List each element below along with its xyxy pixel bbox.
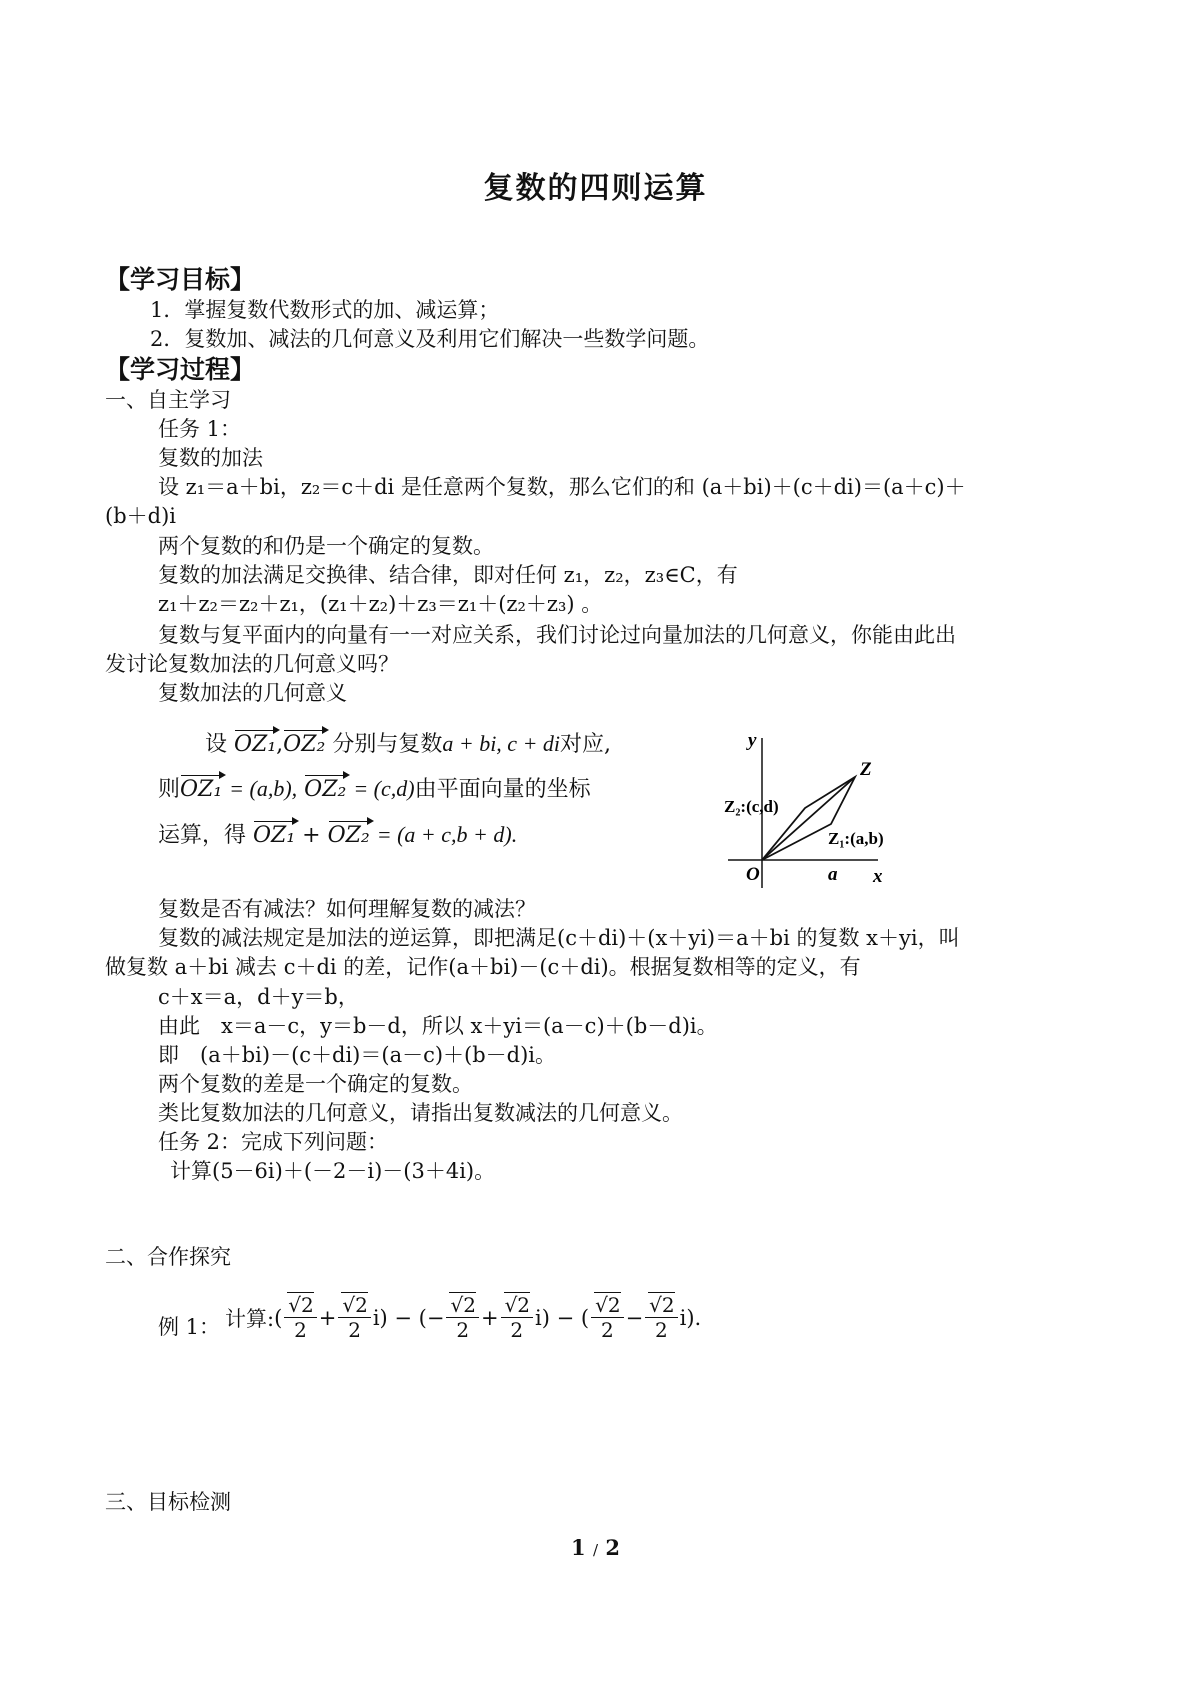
fraction (446, 1293, 478, 1342)
vector-oz1-b: OZ₁ (180, 777, 223, 802)
complex-pair: a + bi, c + di (442, 731, 561, 756)
eq-sum: = (a + c,b + d). (376, 822, 518, 847)
text-respectively: 分别与复数 (332, 732, 443, 757)
geometric-line-2 (158, 772, 591, 803)
text-yunsuan: 运算，得 (158, 823, 247, 848)
subtraction-hence: 由此 x＝a－c，y＝b－d，所以 x＋yi＝(a－c)＋(b－d)i。 (158, 1014, 718, 1038)
task-2-label: 任务 2：完成下列问题： (158, 1130, 389, 1154)
eq-oz1: = (a,b), (229, 776, 298, 801)
text-ze: 则 (158, 777, 181, 802)
fraction (591, 1293, 623, 1342)
laws-statement: 复数的加法满足交换律、结合律，即对任何 z₁，z₂，z₃∈C，有 (158, 563, 738, 587)
vector-oz1: OZ₁ (234, 732, 277, 757)
page-total: 2 (605, 1535, 620, 1560)
y-label: y (748, 730, 757, 751)
analogy-prompt: 类比复数加法的几何意义，请指出复数减法的几何意义。 (158, 1101, 683, 1125)
part-2-heading: 二、合作探究 (105, 1245, 231, 1269)
vector-paragraph-line1: 复数与复平面内的向量有一一对应关系，我们讨论过向量加法的几何意义，你能由此出 (158, 623, 956, 647)
example-1-expression: 计算: ( $\frac{√2}{2}$ + $\frac{√2}{2}$ i) − (− $\frac{√2}{2}$ + $\frac{√2}{2}$ i) − ( $\frac{√2}{2}$ − $\frac{√2}{2}$ i). (225, 1293, 702, 1342)
a-label: a (828, 864, 838, 885)
denominator: 2 (510, 1318, 524, 1342)
denominator: 2 (348, 1318, 361, 1342)
fraction (645, 1293, 677, 1342)
fraction (501, 1293, 533, 1342)
sum-statement: 两个复数的和仍是一个确定的复数。 (158, 534, 494, 558)
page-separator: / (592, 1541, 599, 1559)
vector-paragraph-line2: 发讨论复数加法的几何意义吗？ (105, 652, 399, 676)
text-correspond: 对应, (560, 732, 612, 757)
calc-prefix: 计算: (225, 1306, 275, 1331)
example-1-label: 例 1： (158, 1315, 221, 1339)
vector-oz2-b: OZ₂ (304, 777, 347, 802)
page-current: 1 (571, 1535, 586, 1560)
geometric-meaning-title: 复数加法的几何意义 (158, 681, 347, 705)
text-coordinate: 由平面向量的坐标 (414, 777, 591, 802)
task-2-calculation: 计算(5－6i)＋(－2－i)－(3＋4i)。 (170, 1159, 496, 1183)
geometric-line-1: 设 OZ₁,OZ₂ 分别与复数a + bi, c + di对应, (205, 731, 612, 757)
sqrt-2: √2 (595, 1293, 621, 1317)
part-1-heading: 一、自主学习 (105, 388, 231, 412)
addition-definition-line1: 设 z₁＝a＋bi，z₂＝c＋di 是任意两个复数，那么它们的和 (a＋bi)＋(c＋di)＝(a＋c)＋ (158, 475, 966, 499)
x-label: x (873, 866, 883, 887)
section-goals-heading: 【学习目标】 (105, 265, 256, 294)
subtraction-definition-line1: 复数的减法规定是加法的逆运算，即把满足(c＋di)＋(x＋yi)＝a＋bi 的复数 x＋yi，叫 (158, 926, 960, 950)
subtraction-equations: c＋x＝a，d＋y＝b， (158, 985, 359, 1009)
vector-oz1-c: OZ₁ (253, 823, 296, 848)
difference-statement: 两个复数的差是一个确定的复数。 (158, 1072, 473, 1096)
subtraction-definition-line2: 做复数 a＋bi 减去 c＋di 的差，记作(a＋bi)－(c＋di)。根据复数相等的定义，有 (105, 955, 861, 979)
section-process-heading: 【学习过程】 (105, 355, 256, 384)
parallelogram-figure (718, 730, 918, 890)
subtraction-result: 即 (a＋bi)－(c＋di)＝(a－c)＋(b－d)i。 (158, 1043, 557, 1067)
z1-label: Z₁:(a,b) (828, 829, 884, 848)
text-she: 设 (205, 732, 228, 757)
sqrt-2: √2 (342, 1293, 368, 1317)
addition-definition-line2: (b＋d)i (105, 504, 176, 528)
page-title: 复数的四则运算 (483, 171, 708, 206)
fraction (338, 1293, 370, 1342)
addition-title: 复数的加法 (158, 446, 263, 470)
sqrt-2: √2 (288, 1293, 314, 1317)
geometric-line-3: 运算，得 OZ₁ + OZ₂ = (a + c,b + d). (158, 822, 518, 848)
task-1-label: 任务 1： (158, 417, 242, 441)
part-3-heading: 三、目标检测 (105, 1490, 231, 1514)
sqrt-2: √2 (649, 1293, 675, 1317)
sqrt-2: √2 (450, 1293, 476, 1317)
vector-oz2-c: OZ₂ (327, 823, 370, 848)
laws-formula: z₁＋z₂＝z₂＋z₁，(z₁＋z₂)＋z₃＝z₁＋(z₂＋z₃) 。 (158, 592, 603, 616)
goal-1: 1．掌握复数代数形式的加、减运算； (150, 298, 500, 322)
vector-oz2: OZ₂ (283, 732, 326, 757)
subtraction-question: 复数是否有减法？如何理解复数的减法？ (158, 897, 536, 921)
fraction (284, 1293, 316, 1342)
sqrt-2: √2 (504, 1293, 531, 1317)
origin-label: O (746, 864, 760, 885)
z-label: Z (860, 759, 872, 780)
goal-2: 2．复数加、减法的几何意义及利用它们解决一些数学问题。 (150, 327, 710, 351)
denominator: 2 (600, 1318, 614, 1342)
denominator: 2 (294, 1318, 307, 1342)
page-number (0, 1535, 1191, 1560)
eq-oz2: = (c,d) (353, 776, 415, 801)
z2-label: Z₂:(c,d) (724, 797, 779, 816)
denominator: 2 (655, 1318, 668, 1342)
denominator: 2 (456, 1318, 470, 1342)
